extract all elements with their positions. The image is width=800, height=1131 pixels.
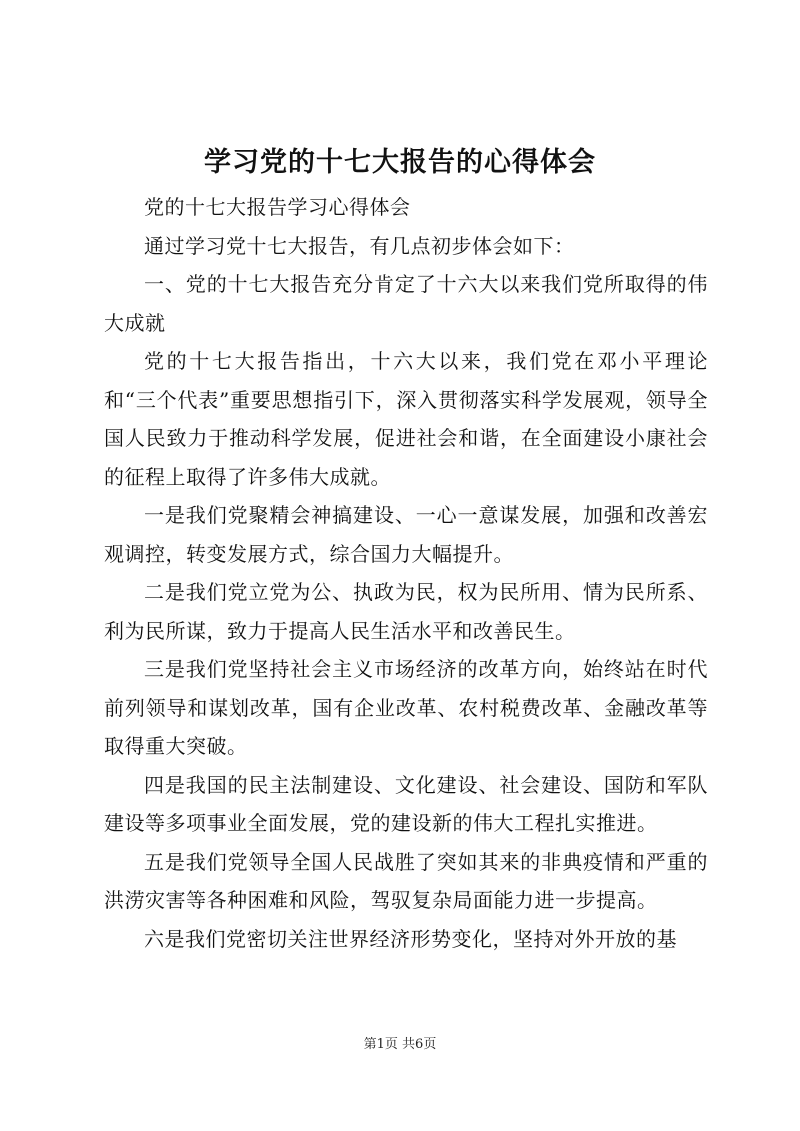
paragraph-point-4: 四是我国的民主法制建设、文化建设、社会建设、国防和军队建设等多项事业全面发展，党的建设新的伟大工程扎实推进。 <box>104 772 708 835</box>
document-body <box>104 188 708 958</box>
paragraph-section-heading: 一、党的十七大报告充分肯定了十六大以来我们党所取得的伟大成就 <box>104 272 708 335</box>
paragraph-point-2: 二是我们党立党为公、执政为民，权为民所用、情为民所系、利为民所谋，致力于提高人民生活水平和改善民生。 <box>104 580 708 643</box>
paragraph-intro: 通过学习党十七大报告，有几点初步体会如下： <box>144 233 575 258</box>
page-footer <box>0 1035 800 1055</box>
paragraph-subtitle: 党的十七大报告学习心得体会 <box>144 195 411 219</box>
paragraph-point-6: 六是我们党密切关注世界经济形势变化，坚持对外开放的基 <box>144 926 677 951</box>
paragraph-report-summary: 党的十七大报告指出，十六大以来，我们党在邓小平理论和“三个代表”重要思想指引下，深入贯彻落实科学发展观，领导全国人民致力于推动科学发展，促进社会和谐，在全面建设小康社会的征程上取得了许多伟大成就。 <box>104 349 708 489</box>
page-number-indicator: 第1页 共6页 <box>363 1037 437 1052</box>
paragraph-point-1: 一是我们党聚精会神搞建设、一心一意谋发展，加强和改善宏观调控，转变发展方式，综合国力大幅提升。 <box>104 503 708 566</box>
paragraph-point-3: 三是我们党坚持社会主义市场经济的改革方向，始终站在时代前列领导和谋划改革，国有企业改革、农村税费改革、金融改革等取得重大突破。 <box>104 657 708 758</box>
document-title: 学习党的十七大报告的心得体会 <box>204 147 596 178</box>
paragraph-point-5: 五是我们党领导全国人民战胜了突如其来的非典疫情和严重的洪涝灾害等各种困难和风险，驾驭复杂局面能力进一步提高。 <box>104 849 708 912</box>
